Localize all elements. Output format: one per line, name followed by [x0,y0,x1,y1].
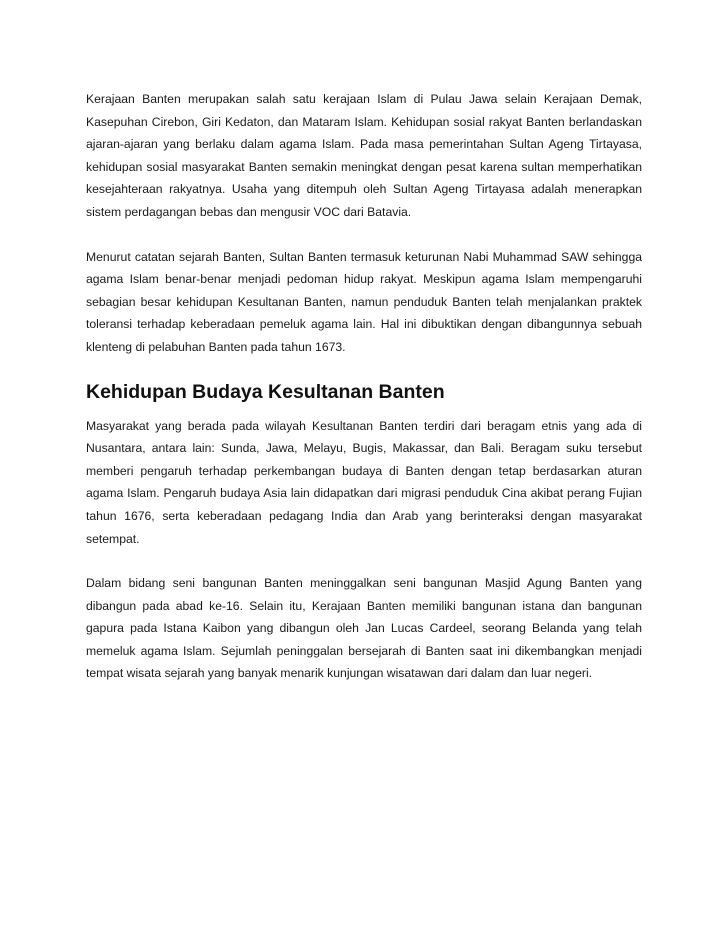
section-heading: Kehidupan Budaya Kesultanan Banten [86,380,445,403]
paragraph-seni-bangunan: Dalam bidang seni bangunan Banten meninggalkan seni bangunan Masjid Agung Banten yang dibangun pada abad ke-16. Selain itu, Kerajaan Banten memiliki bangunan istana dan bangunan gapura pada Istana Kaibon yang dibangun oleh Jan Lucas Cardeel, seorang Belanda yang telah memeluk agama Islam. Sejumlah peninggalan bersejarah di Banten saat ini dikembangkan menjadi tempat wisata sejarah yang banyak menarik kunjungan wisatawan dari dalam dan luar negeri. [86,576,642,681]
paragraph-kerajaan-banten: Kerajaan Banten merupakan salah satu kerajaan Islam di Pulau Jawa selain Kerajaan Demak, Kasepuhan Cirebon, Giri Kedaton, dan Mataram Islam. Kehidupan sosial rakyat Banten berlandaskan ajaran-ajaran yang berlaku dalam agama Islam. Pada masa pemerintahan Sultan Ageng Tirtayasa, kehidupan sosial masyarakat Banten semakin meningkat dengan pesat karena sultan memperhatikan kesejahteraan rakyatnya. Usaha yang ditempuh oleh Sultan Ageng Tirtayasa adalah menerapkan sistem perdagangan bebas dan mengusir VOC dari Batavia. [86,92,642,219]
paragraph-masyarakat-banten: Masyarakat yang berada pada wilayah Kesultanan Banten terdiri dari beragam etnis yang ada di Nusantara, antara lain: Sunda, Jawa, Melayu, Bugis, Makassar, dan Bali. Beragam suku tersebut memberi pengaruh terhadap perkembangan budaya di Banten dengan tetap berdasarkan aturan agama Islam. Pengaruh budaya Asia lain didapatkan dari migrasi penduduk Cina akibat perang Fujian tahun 1676, serta keberadaan pedagang India dan Arab yang berinteraksi dengan masyarakat setempat. [86,418,642,546]
paragraph-sejarah-banten: Menurut catatan sejarah Banten, Sultan Banten termasuk keturunan Nabi Muhammad SAW sehingga agama Islam benar-benar menjadi pedoman hidup rakyat. Meskipun agama Islam mempengaruhi sebagian besar kehidupan Kesultanan Banten, namun penduduk Banten telah menjalankan praktek toleransi terhadap keberadaan pemeluk agama lain. Hal ini dibuktikan dengan dibangunnya sebuah klenteng di pelabuhan Banten pada tahun 1673. [86,249,642,354]
document-page [86,88,642,685]
